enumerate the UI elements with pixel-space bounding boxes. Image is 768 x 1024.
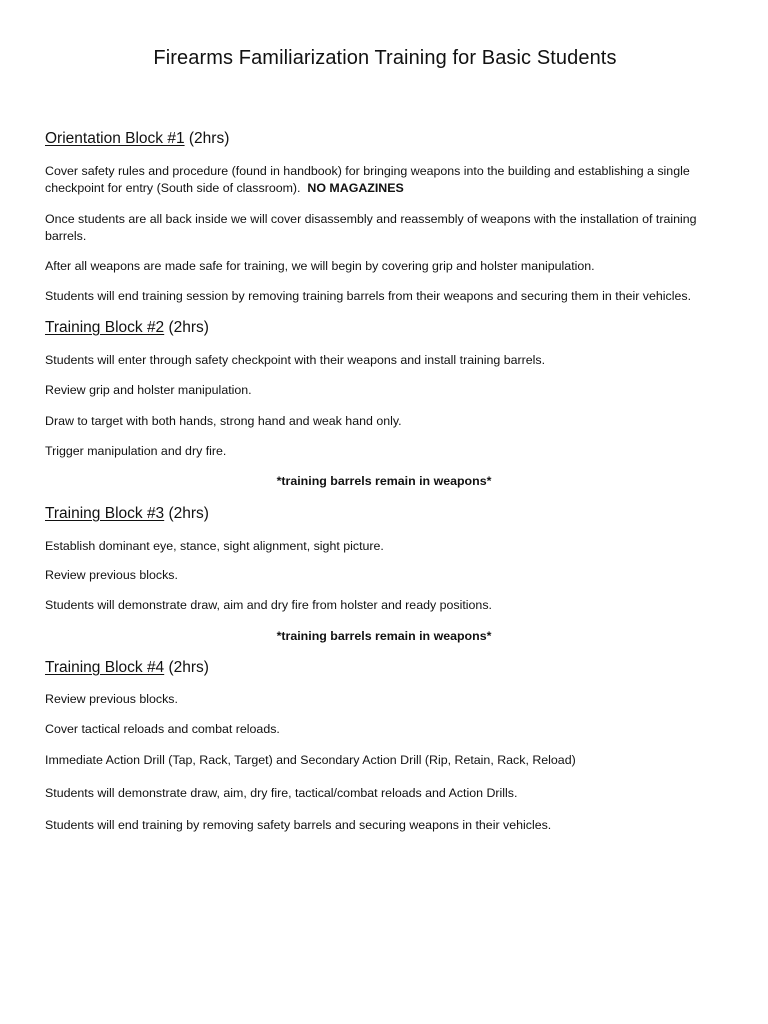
block-1-heading — [45, 130, 229, 148]
block-4-paragraph-1: Review previous blocks. — [45, 692, 178, 706]
block-4-heading-text: Training Block #4 — [45, 659, 165, 676]
block-2-paragraph-2: Review grip and holster manipulation. — [45, 383, 252, 397]
no-magazines-emphasis: NO MAGAZINES — [307, 181, 404, 195]
block-1-paragraph-1-text: Cover safety rules and procedure (found in handbook) for bringing weapons into the building and establishing a single checkpoint for entry (South side of classroom). — [45, 164, 690, 195]
block-2-note: *training barrels remain in weapons* — [276, 474, 492, 488]
block-4-paragraph-2: Cover tactical reloads and combat reloads. — [45, 722, 280, 736]
block-4-duration: (2hrs) — [164, 659, 209, 676]
block-4-heading — [45, 659, 209, 677]
block-1-paragraph-2: Once students are all back inside we will cover disassembly and reassembly of weapons with the installation of training barrels. — [45, 212, 697, 243]
block-1-paragraph-1 — [45, 163, 720, 197]
block-2-paragraph-4: Trigger manipulation and dry fire. — [45, 444, 227, 458]
block-4-paragraph-5: Students will end training by removing safety barrels and securing weapons in their vehicles. — [45, 818, 552, 832]
block-1-paragraph-4: Students will end training session by removing training barrels from their weapons and securing them in their vehicles. — [45, 289, 692, 303]
block-3-paragraph-2: Review previous blocks. — [45, 568, 178, 582]
block-1-heading-text: Orientation Block #1 — [45, 130, 185, 147]
document-title: Firearms Familiarization Training for Basic Students — [153, 47, 617, 69]
block-2-paragraph-1: Students will enter through safety checkpoint with their weapons and install training barrels. — [45, 353, 546, 367]
block-2-paragraph-3: Draw to target with both hands, strong hand and weak hand only. — [45, 414, 402, 428]
block-2-duration: (2hrs) — [164, 319, 209, 336]
block-1-paragraph-3: After all weapons are made safe for training, we will begin by covering grip and holster manipulation. — [45, 259, 595, 273]
block-2-heading-text: Training Block #2 — [45, 319, 165, 336]
block-3-paragraph-3: Students will demonstrate draw, aim and dry fire from holster and ready positions. — [45, 598, 492, 612]
block-3-heading-text: Training Block #3 — [45, 505, 165, 522]
block-4-paragraph-4: Students will demonstrate draw, aim, dry fire, tactical/combat reloads and Action Drills. — [45, 786, 518, 800]
block-3-paragraph-1: Establish dominant eye, stance, sight alignment, sight picture. — [45, 539, 384, 553]
block-1-duration: (2hrs) — [184, 130, 230, 147]
block-2-heading — [45, 319, 209, 337]
block-4-paragraph-3: Immediate Action Drill (Tap, Rack, Target) and Secondary Action Drill (Rip, Retain, Rack, Reload) — [45, 753, 576, 767]
block-3-heading — [45, 505, 209, 523]
block-3-duration: (2hrs) — [164, 505, 209, 522]
block-3-note: *training barrels remain in weapons* — [276, 629, 492, 643]
